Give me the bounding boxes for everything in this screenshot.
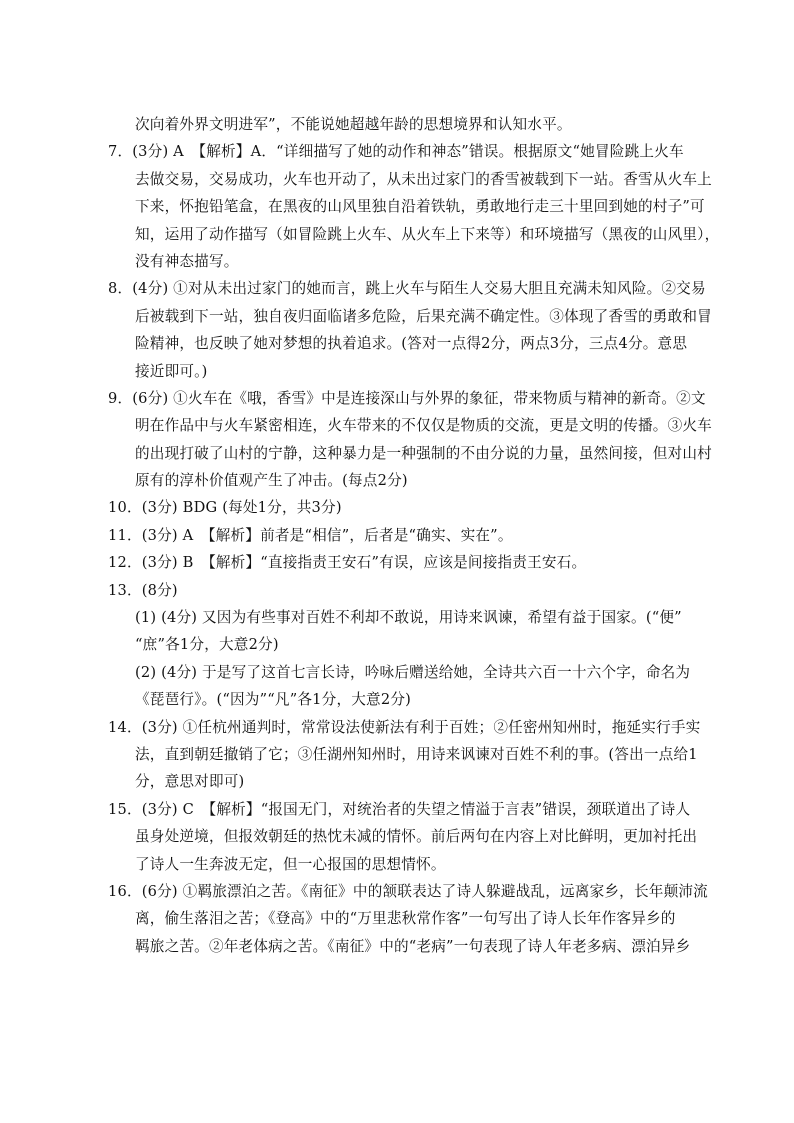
answer-item-15: 15．(3分) C 【解析】“报国无门，对统治者的失望之情溢于言表”错误，颈联道出了诗人 [108,800,691,818]
answer-item-13-part-2: (2) (4分) 于是写了这首七言长诗，吟咏后赠送给她，全诗共六百一十六个字，命名为 [135,663,691,681]
text-line: 险精神，也反映了她对梦想的执着追求。(答对一点得2分，两点3分，三点4分。意思 [135,335,688,353]
answer-item-13: 13．(8分) [108,581,178,599]
text-line: 法，直到朝廷撤销了它；③任湖州知州时，用诗来讽谏对百姓不利的事。(答出一点给1 [135,745,698,763]
answer-item-8: 8．(4分) ①对从未出过家门的她而言，跳上火车与陌生人交易大胆且充满未知风险。②交易 [108,280,706,298]
text-line: 知，运用了动作描写（如冒险跳上火车、从火车上下来等）和环境描写（黑夜的山风里）， [135,225,720,243]
answer-item-13-part-1: (1) (4分) 又因为有些事对百姓不利却不敢说，用诗来讽谏，希望有益于国家。(“便” [135,609,682,627]
text-line: 了诗人一生奔波无定，但一心报国的思想情怀。 [135,855,446,873]
text-line: 没有神态描写。 [135,252,239,270]
text-line: “庶”各1分，大意2分) [135,636,279,654]
text-line: 下来，怀抱铅笔盒，在黑夜的山风里独自沿着铁轨，勇敢地行走三十里回到她的村子”可 [135,198,705,216]
text-line: 的出现打破了山村的宁静，这种暴力是一种强制的不由分说的力量，虽然间接，但对山村 [135,444,712,462]
answer-text-block [108,111,720,960]
text-line: 明在作品中与火车紧密相连，火车带来的不仅仅是物质的交流，更是文明的传播。③火车 [135,417,712,435]
answer-item-11: 11．(3分) A 【解析】前者是“相信”，后者是“确实、实在”。 [108,526,513,544]
answer-item-12: 12．(3分) B 【解析】“直接指责王安石”有误，应该是间接指责王安石。 [108,554,587,572]
answer-item-16: 16．(6分) ①羁旅漂泊之苦。《南征》中的颔联表达了诗人躲避战乱，远离家乡，长年颠沛流 [108,882,708,900]
text-line: 原有的淳朴价值观产生了冲击。(每点2分) [135,472,408,490]
text-line: 去做交易，交易成功，火车也开动了，从未出过家门的香雪被载到下一站。香雪从火车上 [135,170,712,188]
text-line: 接近即可。) [135,362,208,380]
answer-item-10: 10．(3分) BDG (每处1分，共3分) [108,499,342,517]
text-line: 离，偷生落泪之苦；《登高》中的“万里悲秋常作客”一句写出了诗人长年作客异乡的 [135,910,676,928]
text-line: 虽身处逆境，但报效朝廷的热忱未减的情怀。前后两句在内容上对比鲜明，更加衬托出 [135,828,698,846]
answer-item-14: 14．(3分) ①任杭州通判时，常常设法使新法有利于百姓；②任密州知州时，拖延实行手实 [108,718,701,736]
answer-item-9: 9．(6分) ①火车在《哦，香雪》中是连接深山与外界的象征，带来物质与精神的新奇。②文 [108,389,706,407]
text-line: 后被载到下一站，独自夜归面临诸多危险，后果充满不确定性。③体现了香雪的勇敢和冒 [135,307,712,325]
answer-item-7: 7．(3分) A 【解析】A．“详细描写了她的动作和神态”错误。根据原文“她冒险跳上火车 [108,143,684,161]
text-line: 分，意思对即可) [135,773,245,791]
text-line: 羁旅之苦。②年老体病之苦。《南征》中的“老病”一句表现了诗人年老多病、漂泊异乡 [135,937,691,955]
text-line: 次向着外界文明进军”，不能说她超越年龄的思想境界和认知水平。 [135,116,572,133]
text-line: 《琵琶行》。(“因为”“凡”各1分，大意2分) [135,691,412,709]
